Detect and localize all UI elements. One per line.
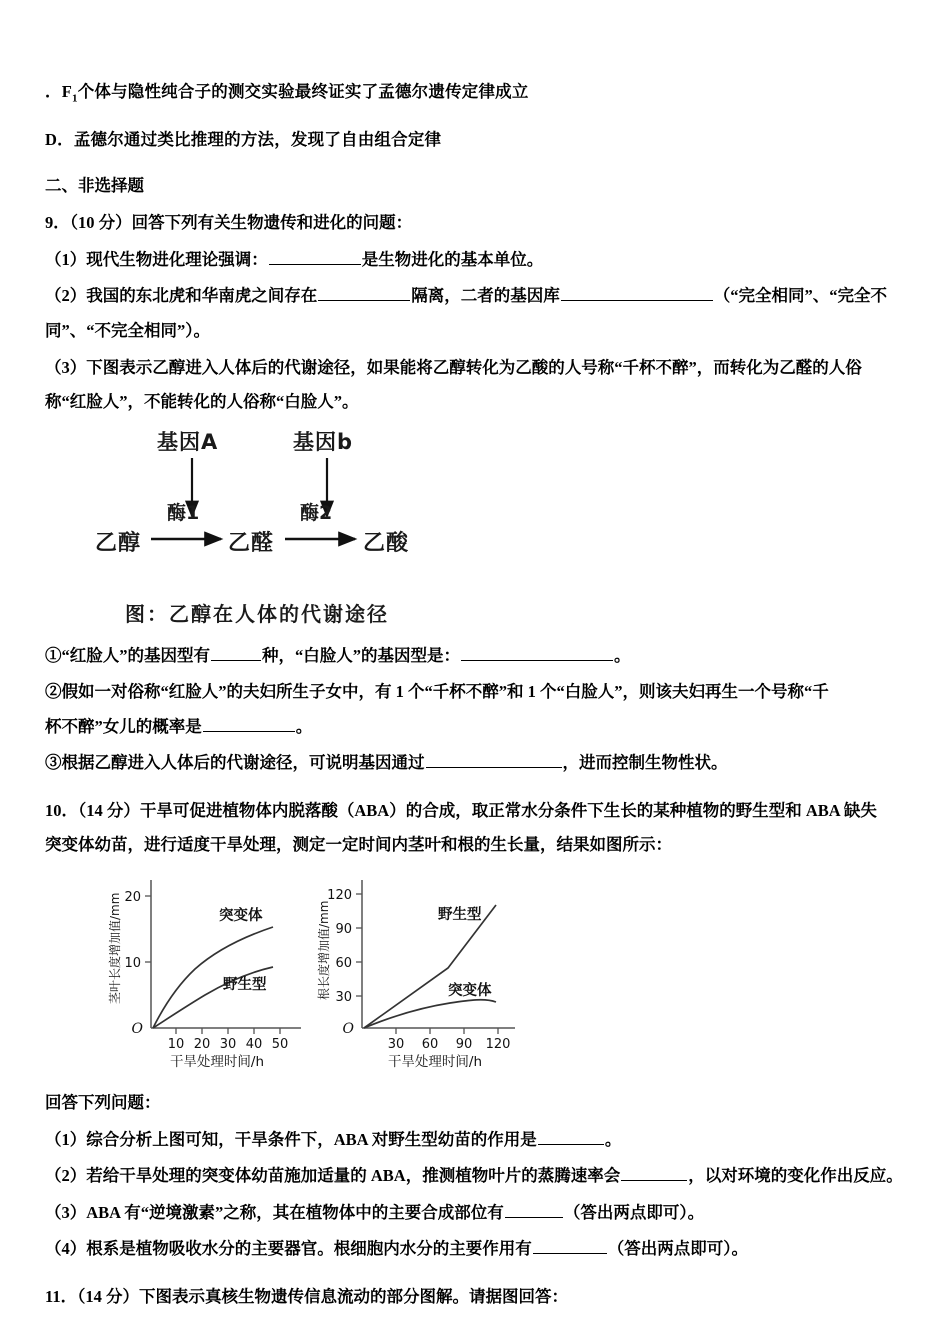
answer-blank[interactable] (211, 644, 261, 661)
question-10-part1 (45, 1127, 911, 1153)
chart-root-growth (310, 872, 540, 1072)
compound-acetaldehyde-label: 乙醛 (228, 530, 275, 556)
question-10-part4 (45, 1236, 911, 1262)
x-tick-10: 10 (167, 1037, 185, 1053)
q9-s1-text-a: ①“红脸人”的基因型有 (45, 645, 210, 665)
q10-p2-text-a: （2）若给干旱处理的突变体幼苗施加适量的 ABA，推测植物叶片的蒸腾速率会 (45, 1166, 621, 1186)
question-9-sub1 (45, 643, 911, 669)
option-c-prefix: ．F (45, 82, 72, 101)
x-tick-30: 30 (219, 1037, 237, 1053)
question-9-sub3 (45, 750, 911, 776)
gene-b-label: 基因b (293, 429, 354, 454)
answer-blank[interactable] (505, 1201, 563, 1218)
question-10-stem: 10．（14 分）干旱可促进植物体内脱落酸（ABA）的合成，取正常水分条件下生长的某种植物的野生型和 ABA 缺失 (45, 800, 877, 820)
question-9-part1 (45, 247, 911, 273)
q9-s1-text-b: 种，“白脸人”的基因型是： (262, 645, 460, 665)
q9-s2-text-c: 。 (295, 716, 313, 736)
option-c-text: 个体与隐性纯合子的测交实验最终证实了孟德尔遗传定律成立 (77, 82, 529, 101)
q10-p4-text-b: （答出两点即可）。 (607, 1239, 748, 1259)
question-9-sub2: ②假如一对俗称“红脸人”的夫妇所生子女中，有 1 个“千杯不醉”和 1 个“白脸人”，则该夫妇再生一个号称“千 (45, 682, 829, 702)
q10-p1-text-a: （1）综合分析上图可知，干旱条件下，ABA 对野生型幼苗的作用是 (45, 1129, 537, 1149)
q10-p4-text-a: （4）根系是植物吸收水分的主要器官。根细胞内水分的主要作用有 (45, 1239, 532, 1259)
question-9-part2 (45, 283, 911, 309)
chart-root-svg (310, 872, 540, 1072)
q9-p1-text-b: 是生物进化的基本单位。 (361, 249, 544, 269)
y-axis-title: 根长度增加值/mm (317, 900, 331, 1001)
section-heading: 二、非选择题 (45, 176, 144, 196)
page-content (45, 78, 911, 1322)
x-tick-20: 20 (193, 1037, 211, 1053)
question-9-sub2-cont (45, 714, 911, 740)
y-axis-title: 茎叶长度增加值/mm (108, 892, 122, 1005)
gene-a-label: 基因A (157, 429, 219, 454)
answer-blank[interactable] (621, 1165, 687, 1182)
question-10-stem-cont: 突变体幼苗，进行适度干旱处理，测定一定时间内茎叶和根的生长量，结果如图所示： (45, 835, 672, 855)
question-11-stem: 11．（14 分）下图表示真核生物遗传信息流动的部分图解。请据图回答： (45, 1286, 568, 1306)
question-9-stem: 9．（10 分）回答下列有关生物遗传和进化的问题： (45, 213, 413, 233)
q9-s3-text-a: ③根据乙醇进入人体后的代谢途径，可说明基因通过 (45, 753, 425, 773)
series-label-wildtype: 野生型 (438, 907, 482, 924)
q9-p2-text-a: （2）我国的东北虎和华南虎之间存在 (45, 286, 318, 306)
origin-label: O (131, 1021, 143, 1038)
q10-p1-text-b: 。 (604, 1129, 622, 1149)
question-9-part3-cont: 称“红脸人”，不能转化的人俗称“白脸人”。 (45, 392, 359, 412)
x-tick-90: 90 (455, 1037, 473, 1053)
compound-acetic-acid-label: 乙酸 (363, 530, 410, 556)
growth-charts (65, 872, 585, 1072)
x-tick-40: 40 (245, 1037, 263, 1053)
option-d: D．孟德尔通过类比推理的方法，发现了自由组合定律 (45, 130, 442, 150)
enzyme-1-label: 酶1 (167, 501, 200, 524)
x-tick-30: 30 (387, 1037, 405, 1053)
q10-p3-text-a: （3）ABA 有“逆境激素”之称，其在植物体中的主要合成部位有 (45, 1202, 504, 1222)
q9-s3-text-b: ，进而控制生物性状。 (562, 753, 728, 773)
compound-ethanol-label: 乙醇 (95, 530, 142, 556)
q10-p3-text-b: （答出两点即可）。 (563, 1202, 705, 1222)
x-tick-120: 120 (485, 1037, 511, 1053)
q9-s1-text-c: 。 (614, 645, 631, 665)
y-tick-10: 10 (124, 956, 141, 972)
series-label-wildtype: 野生型 (223, 977, 267, 994)
answer-blank[interactable] (269, 248, 361, 265)
q9-p2-text-b: 隔离，二者的基因库 (411, 286, 560, 306)
y-tick-120: 120 (327, 888, 352, 904)
answer-blank[interactable] (533, 1238, 607, 1255)
ethanol-metabolism-figure (95, 426, 515, 594)
y-tick-90: 90 (335, 922, 352, 938)
series-label-mutant: 突变体 (219, 908, 263, 925)
chart-stem-leaf-growth (105, 872, 320, 1072)
question-9-part2-cont: 同”、“不完全相同”）。 (45, 320, 210, 340)
enzyme-2-label: 酶2 (300, 501, 333, 524)
q9-s2-text-b: 杯不醉”女儿的概率是 (45, 716, 202, 736)
x-tick-50: 50 (271, 1037, 289, 1053)
answer-prompt-heading: 回答下列问题： (45, 1093, 161, 1113)
answer-blank[interactable] (318, 285, 410, 302)
question-10-part2 (45, 1163, 911, 1189)
answer-blank[interactable] (426, 752, 562, 769)
y-tick-60: 60 (335, 956, 352, 972)
answer-blank[interactable] (561, 285, 713, 302)
answer-blank[interactable] (538, 1128, 604, 1145)
series-label-mutant: 突变体 (448, 983, 492, 1000)
chart-stem-leaf-svg (105, 872, 320, 1072)
answer-blank[interactable] (461, 644, 613, 661)
figure-caption: 图：乙醇在人体的代谢途径 (125, 601, 389, 626)
x-axis-title: 干旱处理时间/h (169, 1054, 265, 1071)
question-9-part3: （3）下图表示乙醇进入人体后的代谢途径，如果能将乙醇转化为乙酸的人号称“千杯不醉”，而转化为乙醛的人俗 (45, 357, 862, 377)
y-tick-30: 30 (335, 990, 352, 1006)
q10-p2-text-b: ，以对环境的变化作出反应。 (688, 1166, 903, 1186)
option-c (45, 78, 911, 104)
q9-p2-text-c: （“完全相同”、“完全不 (713, 286, 887, 306)
q9-p1-text-a: （1）现代生物进化理论强调： (45, 249, 268, 269)
x-tick-60: 60 (421, 1037, 439, 1053)
question-10-part3 (45, 1200, 911, 1226)
x-axis-title: 干旱处理时间/h (387, 1054, 483, 1071)
option-c-subscript: 1 (71, 92, 78, 105)
series-wildtype-curve (364, 905, 496, 1028)
y-tick-20: 20 (124, 890, 141, 906)
answer-blank[interactable] (203, 715, 295, 732)
origin-label: O (342, 1021, 354, 1038)
